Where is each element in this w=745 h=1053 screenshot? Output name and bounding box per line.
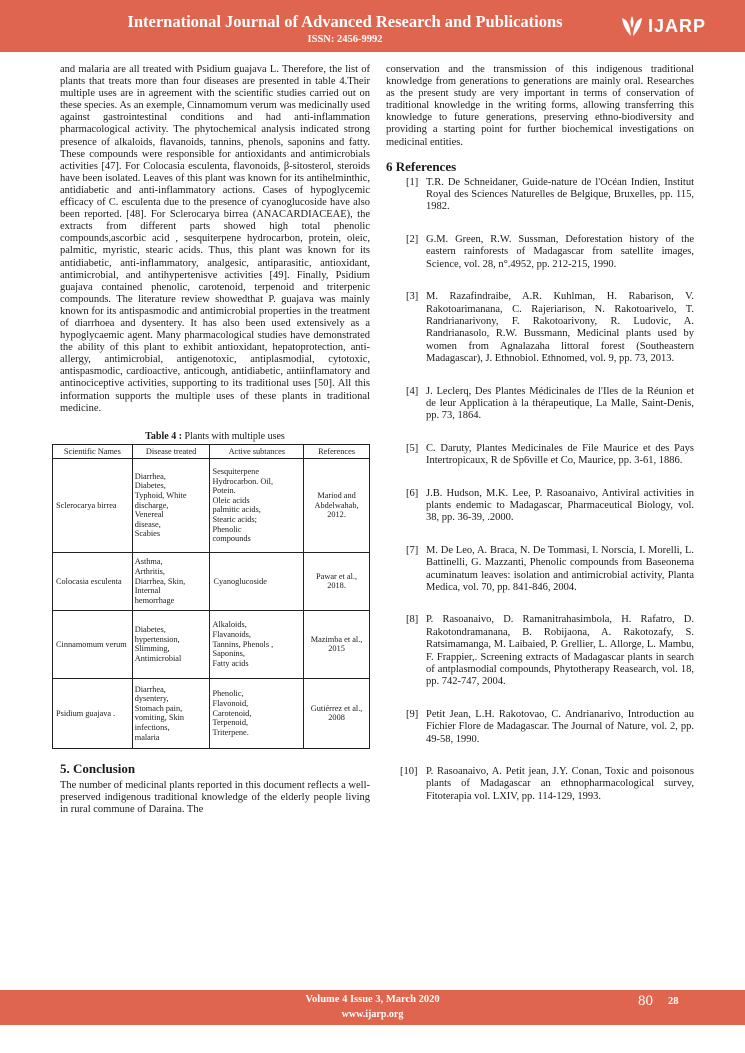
substance-item: Terpenoid, — [212, 718, 249, 728]
substance-item: Sesquiterpene — [212, 467, 260, 477]
footer-url[interactable]: www.ijarp.org — [341, 1009, 404, 1020]
cell-scientific-name: Psidium guajava . — [53, 678, 133, 748]
reference-item — [386, 291, 694, 365]
reference-item — [386, 386, 694, 423]
table-row — [53, 610, 370, 678]
reference-number: [8] — [406, 614, 419, 626]
cell-scientific-name: Cinnamomum verum — [53, 610, 133, 678]
table-caption-text: Plants with multiple uses — [184, 430, 285, 442]
reference-number: [7] — [406, 544, 419, 556]
cell-disease-treated — [132, 678, 210, 748]
reference-number: [10] — [400, 766, 418, 778]
header-active-substances: Active subtances — [210, 444, 304, 458]
header-references: References — [304, 444, 370, 458]
plants-table — [52, 444, 370, 749]
cell-scientific-name: Colocasia esculenta — [53, 552, 133, 610]
leaf-logo-icon — [618, 14, 646, 40]
reference-item — [386, 545, 694, 595]
substance-item: Triterpene. — [212, 727, 249, 737]
disease-item: Slimming, — [134, 644, 170, 654]
reference-item — [386, 443, 694, 468]
substance-item: Hydrocarbon. Oil, — [212, 476, 274, 486]
reference-number: [1] — [406, 176, 419, 188]
disease-item: malaria — [134, 732, 160, 742]
table-row — [53, 678, 370, 748]
reference-list — [386, 177, 694, 804]
journal-title: International Journal of Advanced Research and Publications — [127, 12, 563, 31]
disease-item: Diabetes, — [134, 625, 166, 635]
substance-item: Fatty acids — [212, 658, 249, 668]
reference-number: [3] — [406, 291, 419, 303]
reference-number: [4] — [406, 385, 419, 397]
disease-item: discharge, — [134, 500, 169, 510]
conclusion-paragraph: The number of medicinal plants reported in this document reflects a well-preserved indigenous traditional knowledge of the elderly people living in rural commune of Daraina. The — [60, 779, 370, 816]
reference-text: M. De Leo, A. Braca, N. De Tommasi, I. Norscia, I. Morelli, L. Battinelli, G. Mazzanti, Phenolic compounds from Baseonema acuminatum leaves: isolation and antimicrobial activity, Planta Medica, vol. 70, pp. 841-846, 2004. — [426, 544, 694, 593]
page-footer — [0, 990, 745, 1025]
substance-item: Carotenoid, — [212, 708, 252, 718]
disease-item: Antimicrobial — [134, 654, 182, 664]
footer-volume: Volume 4 Issue 3, March 2020 — [305, 994, 440, 1005]
cell-scientific-name: Sclerocarya birrea — [53, 458, 133, 552]
disease-item: Diarrhea, Skin, — [134, 576, 186, 586]
journal-issn: ISSN: 2456-9992 — [307, 34, 383, 45]
right-column — [386, 64, 694, 803]
substance-item: Stearic acids; — [212, 515, 257, 525]
cell-reference: Mariod and Abdelwahab, 2012. — [304, 458, 370, 552]
disease-item: Typhoid, White — [134, 491, 187, 501]
substance-item: Cyanoglucoside — [213, 576, 267, 586]
table-header-row — [53, 444, 370, 458]
cell-active-substances — [210, 458, 304, 552]
reference-number: [9] — [406, 708, 419, 720]
reference-text: T.R. De Schneidaner, Guide-nature de l'Océan Indien, Institut Royal des Sciences Naturelles de Belgique, Bruxelles, pp. 115, 1982. — [426, 176, 694, 213]
disease-item: hypertension, — [134, 634, 180, 644]
cell-active-substances — [210, 678, 304, 748]
substance-item: Flavanoids, — [212, 630, 251, 640]
substance-item: Alkaloids, — [212, 620, 247, 630]
reference-number: [5] — [406, 442, 419, 454]
reference-number: [2] — [406, 233, 419, 245]
page-number: 80 — [638, 993, 653, 1009]
reference-text: M. Razafindraibe, A.R. Kuhlman, H. Rabarison, V. Rakotoarimanana, C. Rajeriarison, N. Rakotoarivelo, T. Randrianarivony, F. Rakotoarivony, R. Ludovic, A. Randrianasolo, R.W. Bussmann, Medicinal plants used by women from Agnalazaha littoral forest (Southeastern Madagascar), J. Ethnobiol. Ethnomed, vol. 9, pp. 73, 2013. — [426, 291, 694, 365]
logo-text: IJARP — [648, 16, 707, 36]
cell-disease-treated — [132, 458, 210, 552]
substance-item: Flavonoid, — [212, 699, 249, 709]
substance-item: Saponins, — [212, 649, 245, 659]
cell-disease-treated — [132, 552, 210, 610]
disease-item: Arthritis, — [134, 567, 165, 577]
substance-item: compounds — [212, 534, 251, 544]
substance-item: Oleic acids — [212, 495, 250, 505]
reference-text: P. Rasoanaivo, A. Petit jean, J.Y. Conan, Toxic and poisonous plants of Madagascar an ethnopharmacological survey, Fitoterapia vol. LXIV, pp. 114-129, 1993. — [426, 766, 694, 802]
header-scientific-names: Scientific Names — [53, 444, 133, 458]
reference-text: J. Leclerq, Des Plantes Médicinales de l'Iles de la Réunion et de leur Application à la thérapeutique, La Malle, Saint-Denis, pp. 73, 1864. — [426, 385, 694, 422]
table-row — [53, 552, 370, 610]
disease-item: Diarrhea, — [134, 684, 166, 694]
reference-text: J.B. Hudson, M.K. Lee, P. Rasoanaivo, Antiviral activities in plants endemic to Madagascar, Pharmaceutical Biology, vol. 38, pp. 36-39, .2000. — [426, 487, 694, 524]
cell-reference: Mazimba et al., 2015 — [304, 610, 370, 678]
reference-item — [386, 234, 694, 271]
disease-item: Scabies — [134, 529, 161, 539]
disease-item: Asthma, — [134, 557, 163, 567]
table-row — [53, 458, 370, 552]
disease-item: Stomach pain, — [134, 703, 183, 713]
cell-active-substances — [210, 610, 304, 678]
disease-item: hemorrhage — [134, 595, 175, 605]
conclusion-heading: 5. Conclusion — [60, 760, 136, 776]
body-paragraph: conservation and the transmission of this indigenous traditional knowledge from generations to generations are mainly oral. Researches as the present study are very important in terms of conservation of traditional knowledge in the writing forms, allowing transferring this knowledge to future generations, preserving ethno-biodiversity and providing a starting point for further biochemical investigations on medicinal entities. — [386, 64, 694, 148]
left-column — [56, 64, 370, 816]
reference-number: [6] — [406, 487, 419, 499]
reference-item — [386, 709, 694, 746]
reference-item — [386, 177, 694, 214]
reference-text: Petit Jean, L.H. Rakotovao, C. Andrianarivo, Introduction au Fichier Flore de Madagascar. The Journal of Nature, vol. 2, pp. 49-58, 1990. — [426, 708, 694, 745]
disease-item: Diarrhea, — [134, 471, 166, 481]
substance-item: Potein. — [212, 486, 236, 496]
disease-item: Diabetes, — [134, 481, 166, 491]
reference-text: C. Daruty, Plantes Medicinales de File Maurice et des Pays Intertropicaux, R de Sp6ville et Co, Maurice, pp. 3-61, 1886. — [426, 442, 694, 467]
reference-item — [386, 614, 694, 688]
disease-item: Internal — [134, 586, 161, 596]
disease-item: dysentery, — [134, 694, 169, 704]
disease-item: disease, — [134, 519, 161, 529]
disease-item: infections, — [134, 723, 170, 733]
reference-text: P. Rasoanaivo, D. Ramanitrahasimbola, H. Rafatro, D. Rakotondramanana, B. Robijaona, A. Rakotozafy, S. Ratsimamanga, M. Laibaied, P. Grellier, L. Allorge, L. Mambu, F. Frappier,. Screening extracts of Madagascar plants in search of antplasmodial compounds, Phytotherapy Reasearch, vol. 18, pp. 742-747, 2004. — [426, 614, 694, 688]
disease-item: Venereal — [134, 510, 164, 520]
journal-header — [0, 0, 745, 52]
substance-item: palmitic acids, — [212, 505, 261, 515]
cell-active-substances — [210, 552, 304, 610]
reference-item — [386, 488, 694, 525]
journal-logo — [618, 14, 718, 40]
reference-item — [386, 766, 694, 803]
reference-text: G.M. Green, R.W. Sussman, Deforestation history of the eastern rainforests of Madagascar from satellite images, Science, vol. 28, n°.4952, pp. 212-215, 1990. — [426, 233, 694, 270]
cell-reference: Gutiérrez et al., 2008 — [304, 678, 370, 748]
substance-item: Phenolic, — [212, 689, 244, 699]
body-paragraph: and malaria are all treated with Psidium guajava L. Therefore, the list of plants that treats more than four diseases are presented in table 4.Their multiple uses are in agreement with the scientific studies carried out on these species. As an exemple, Cinnamomum verum was medicinally used against gastrointestinal conditions and had anti-inflammation pharmacological activity. The phytochemical analysis indicated strong presence of alkaloids, flavanoids, tannins, phenols, saponins and fatty. These compounds were responsible for antioxidants and antimicrobials activities [47]. For Colocasia esculenta, flavonoids, β-sitosterol, steroids have been isolated. Leaves of this plant was known for its antihelminthic, antidiabetic and anti-inflammatory actions. Cases of hypoglycemic efficacy of C. esculenta due to the presence of cyanoglucoside have also been reported. [48]. For Sclerocarya birrea (ANACARDIACEAE), the extracts from different parts showed high total phenolic compounds,ascorbic acid , sesquiterpene hydrocarbon, protein, oleic, palmitic, myristic, stearic acids. Thus, this plant was known for its antidiabetic, anti-inflammatory, analgesic, antiparasitic, antioxidant, antimicrobial, and antihypertenisve activities [49]. Finally, Psidium guajava contained phenolic, carotenoid, terpenoid and triterpenic compounds. The literature review showedthat P. guajava was mainly known for its antispasmodic and antimicrobial properties in the treatment of diarrhoea and dysentery. It has also been used extensively as a hypoglycaemic agent. Many pharmacological studies have demonstrated the ability of this plant to exhibit antioxidant, hepatoprotection, anti-allergy, antimicrobial, antigenotoxic, antiplasmodial, cytotoxic, antispasmodic, cardioactive, anticough, antidiabetic, antiinflamatory and antinociceptive activities, supporting to its traditional uses [50]. All this information supports the multiple uses of these plants in traditional medicine. — [60, 64, 370, 414]
cell-disease-treated — [132, 610, 210, 678]
substance-item: Phenolic — [212, 524, 242, 534]
table-caption-label: Table 4 : — [145, 430, 183, 442]
page-sub-number: 28 — [668, 996, 679, 1007]
table-caption — [60, 431, 370, 442]
references-heading: 6 References — [386, 158, 457, 174]
disease-item: vomiting, Skin — [134, 713, 185, 723]
header-disease-treated: Disease treated — [132, 444, 210, 458]
substance-item: Tannins, Phenols , — [212, 639, 274, 649]
cell-reference: Pawar et al., 2018. — [304, 552, 370, 610]
